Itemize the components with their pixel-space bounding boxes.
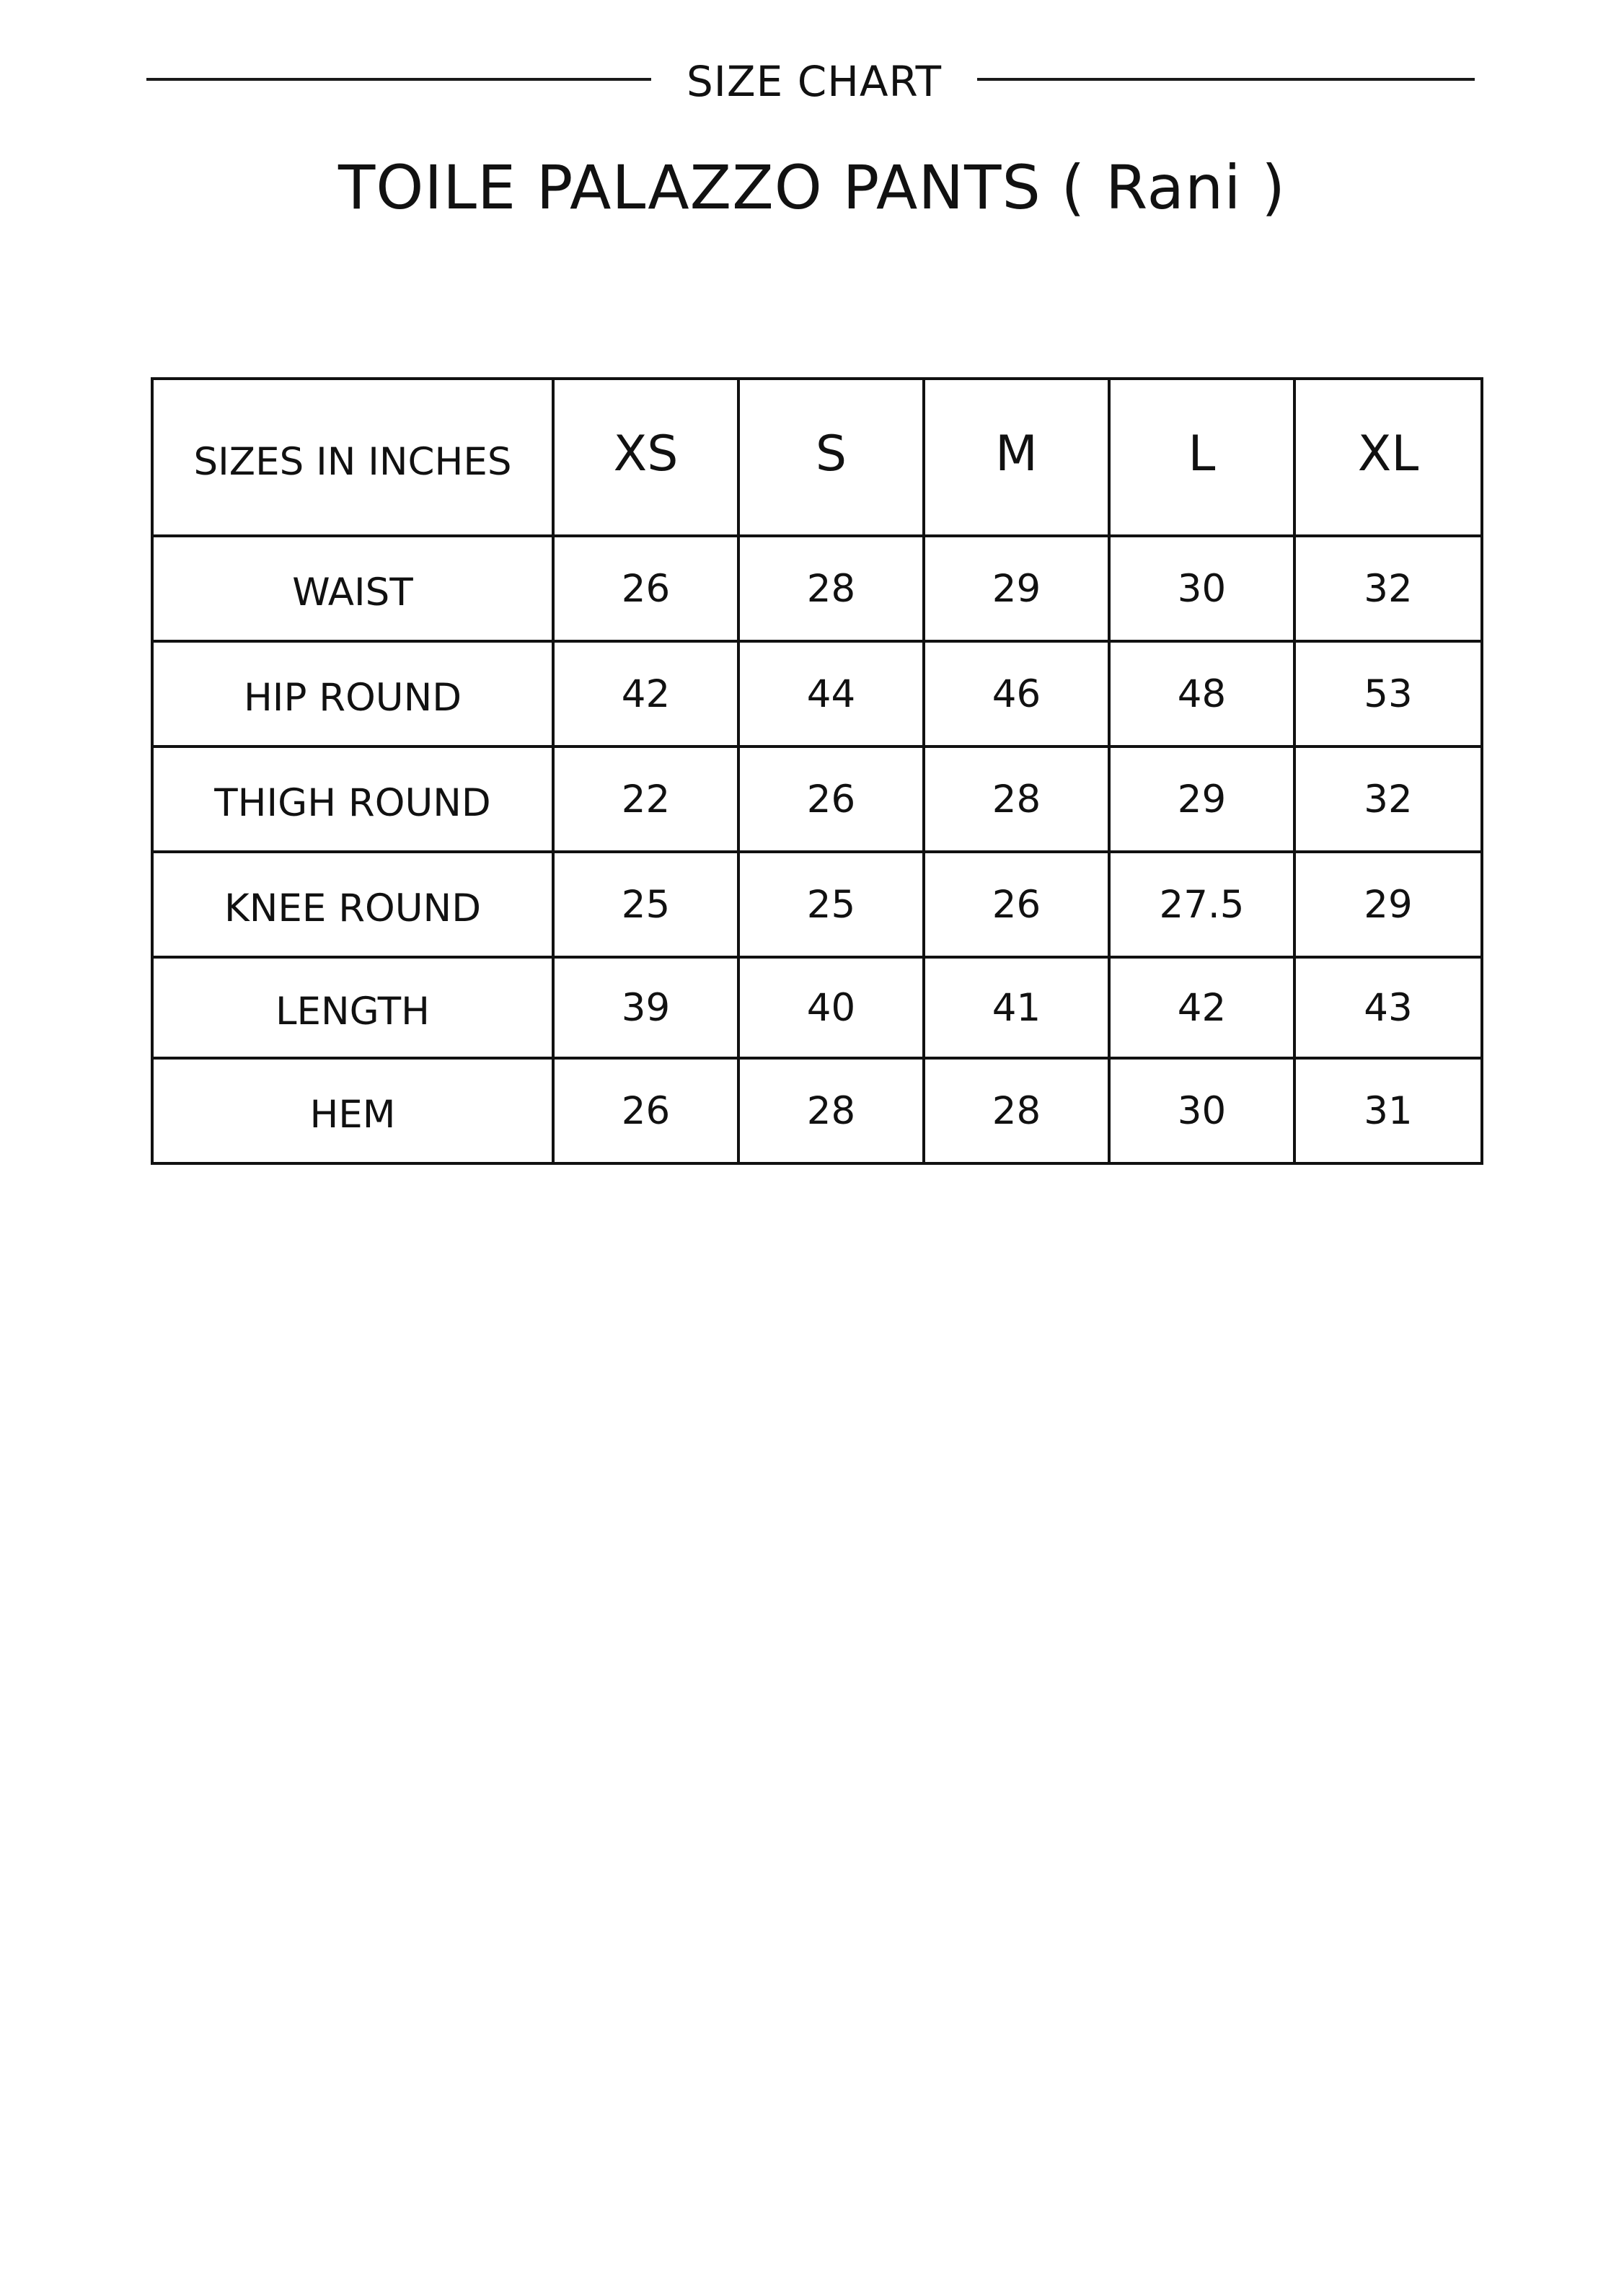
table-cell: 31 — [1294, 1058, 1482, 1163]
product-title: TOILE PALAZZO PANTS ( Rani ) — [337, 152, 1287, 223]
table-cell: 46 — [924, 641, 1109, 747]
table-cell: 29 — [1109, 747, 1294, 852]
table-row — [152, 536, 1482, 641]
table-row — [152, 852, 1482, 957]
row-label-hip-round: HIP ROUND — [152, 641, 553, 747]
table-cell: 48 — [1109, 641, 1294, 747]
table-cell: 30 — [1109, 1058, 1294, 1163]
table-cell: 28 — [924, 1058, 1109, 1163]
size-header-xs: XS — [553, 379, 738, 536]
table-cell: 41 — [924, 957, 1109, 1058]
units-label: SIZES IN INCHES — [152, 379, 553, 536]
table-cell: 28 — [738, 536, 924, 641]
table-cell: 40 — [738, 957, 924, 1058]
row-label-knee-round: KNEE ROUND — [152, 852, 553, 957]
table-cell: 44 — [738, 641, 924, 747]
table-cell: 42 — [553, 641, 738, 747]
size-chart-label: SIZE CHART — [686, 57, 943, 106]
size-header-m: M — [924, 379, 1109, 536]
size-header-xl: XL — [1294, 379, 1482, 536]
size-chart-table — [151, 377, 1483, 1165]
row-label-hem: HEM — [152, 1058, 553, 1163]
table-cell: 26 — [553, 536, 738, 641]
table-row — [152, 641, 1482, 747]
header-rule-left — [146, 78, 651, 81]
table-row — [152, 747, 1482, 852]
table-cell: 26 — [738, 747, 924, 852]
table-cell: 28 — [924, 747, 1109, 852]
table-cell: 32 — [1294, 747, 1482, 852]
size-header-s: S — [738, 379, 924, 536]
table-cell: 39 — [553, 957, 738, 1058]
table-cell: 29 — [924, 536, 1109, 641]
table-cell: 22 — [553, 747, 738, 852]
table-cell: 28 — [738, 1058, 924, 1163]
row-label-thigh-round: THIGH ROUND — [152, 747, 553, 852]
row-label-waist: WAIST — [152, 536, 553, 641]
table-row — [152, 1058, 1482, 1163]
table-cell: 42 — [1109, 957, 1294, 1058]
table-row — [152, 957, 1482, 1058]
table-cell: 53 — [1294, 641, 1482, 747]
header-rule-right — [977, 78, 1475, 81]
table-cell: 32 — [1294, 536, 1482, 641]
table-cell: 26 — [924, 852, 1109, 957]
row-label-length: LENGTH — [152, 957, 553, 1058]
table-cell: 43 — [1294, 957, 1482, 1058]
table-cell: 25 — [738, 852, 924, 957]
table-header-row — [152, 379, 1482, 536]
table-cell: 27.5 — [1109, 852, 1294, 957]
table-cell: 29 — [1294, 852, 1482, 957]
table-cell: 25 — [553, 852, 738, 957]
table-cell: 30 — [1109, 536, 1294, 641]
size-header-l: L — [1109, 379, 1294, 536]
table-cell: 26 — [553, 1058, 738, 1163]
